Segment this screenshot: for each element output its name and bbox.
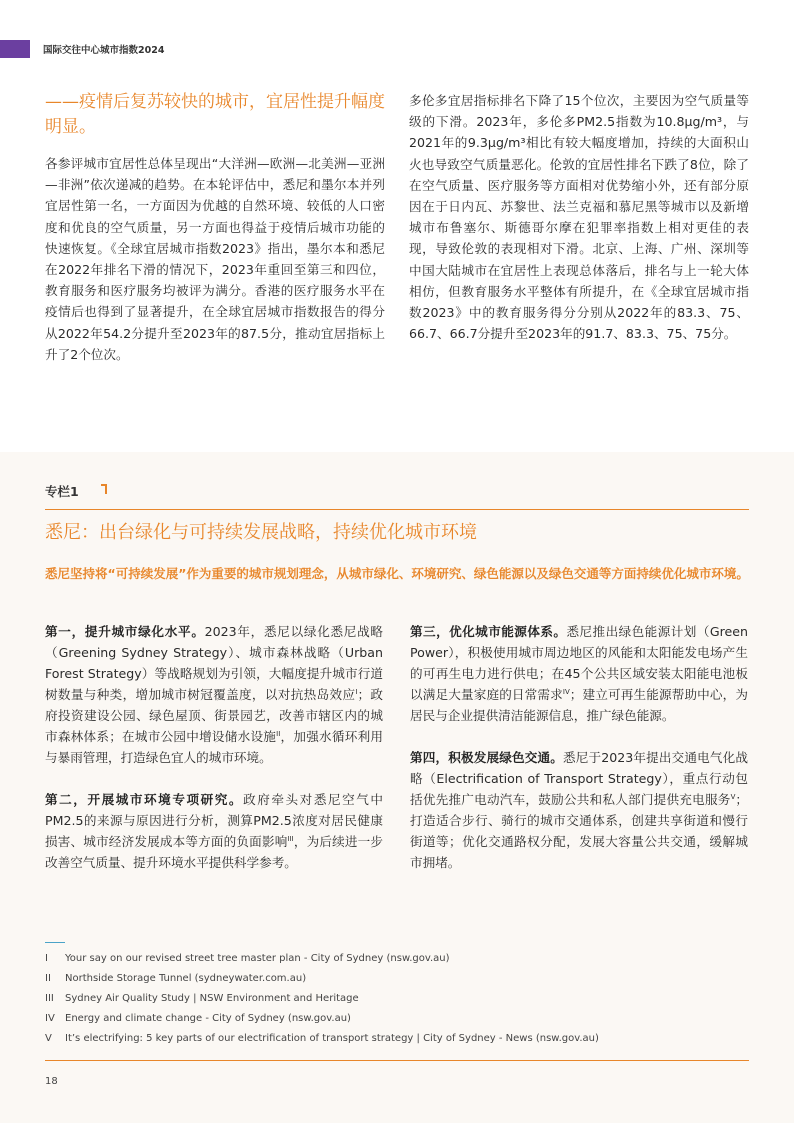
- footnote-2[interactable]: II Northside Storage Tunnel (sydneywater.com.au): [45, 973, 307, 984]
- box-paragraph-2: 第二，开展城市环境专项研究。政府牵头对悉尼空气中PM2.5的来源与原因进行分析，测算PM2.5浓度对居民健康损害、城市经济发展成本等方面的负面影响$^{III}$，为后续进一步改善空气质量、提升环境水平提供科学参考。: [45, 792, 384, 870]
- right-body-paragraph: 多伦多宜居指标排名下降了15个位次，主要因为空气质量等级的下滑。2023年，多伦多PM2.5指数为10.8μg/m³，与2021年的9.3μg/m³相比有较大幅度增加，持续的大面积山火也导致空气质量恶化。伦敦的宜居性排名下跌了8位，除了在空气质量、医疗服务等方面相对优势缩小外，还有部分原因在于日内瓦、苏黎世、法兰克福和慕尼黑等城市以及新增城市布鲁塞尔、斯德哥尔摩在犯罪率指数上相对更佳的表现，导致伦敦的表现相对下滑。北京、上海、广州、深圳等中国大陆城市在宜居性上表现总体落后，排名与上一轮大体相仿，但教育服务水平整体有所提升，在《全球宜居城市指数2023》中的教育服务得分分别从2022年的83.3、75、66.7、66.7分提升至2023年的91.7、83.3、75、75分。: [409, 93, 749, 342]
- header-accent-bar: [0, 40, 30, 58]
- p3-heading: 第三，优化城市能源体系。: [410, 624, 567, 639]
- running-header: 国际交往中心城市指数2024: [43, 45, 165, 56]
- footnote-rule: [45, 942, 65, 943]
- section-subheading: ——疫情后复苏较快的城市，宜居性提升幅度明显。: [45, 92, 385, 137]
- box-tag: 专栏1: [45, 484, 79, 499]
- footnote-ref[interactable]: IV: [562, 687, 570, 696]
- box-paragraph-4: 第四，积极发展绿色交通。悉尼于2023年提出交通电气化战略（Electrification of Transport Strategy），重点行动包括优先推广电动汽车，鼓励公共和私人部门提供充电服务$^V$；打造适合步行、骑行的城市交通体系，创建共享街道和慢行街道等；优化交通路权分配，发展大容量公共交通，缓解城市拥堵。: [410, 750, 748, 870]
- footnote-4[interactable]: IV Energy and climate change - City of Sydney (nsw.gov.au): [45, 1013, 351, 1024]
- footnote-ref[interactable]: III: [287, 834, 294, 843]
- right-column: [409, 90, 749, 344]
- tag-corner-mark: [101, 484, 107, 494]
- box-title: 悉尼：出台绿化与可持续发展战略，持续优化城市环境: [45, 522, 477, 543]
- p4-heading: 第四，积极发展绿色交通。: [410, 750, 563, 765]
- p2-heading: 第二，开展城市环境专项研究。: [45, 792, 244, 807]
- box-paragraph-1: 第一，提升城市绿化水平。2023年，悉尼以绿化悉尼战略（Greening Sydney Strategy）、城市森林战略（Urban Forest Strategy）等战略规划为引领，大幅度提升城市行道树数量与种类，增加城市树冠覆盖度，以对抗热岛效应$^I$；政府投资建设公园、绿色屋顶、街景园艺，改善市辖区内的城市森林体系；在城市公园中增设储水设施$^{II}$，加强水循环利用与暴雨管理，打造绿色宜人的城市环境。: [45, 624, 384, 765]
- p1-heading: 第一，提升城市绿化水平。: [45, 624, 205, 639]
- box-left-column: [45, 621, 383, 894]
- left-column: [45, 153, 385, 365]
- page-number: 18: [45, 1076, 58, 1087]
- box-lead: 悉尼坚持将“可持续发展”作为重要的城市规划理念，从城市绿化、环境研究、绿色能源以及绿色交通等方面持续优化城市环境。: [45, 566, 749, 581]
- footnote-3[interactable]: III Sydney Air Quality Study | NSW Environment and Heritage: [45, 993, 359, 1004]
- bottom-rule: [45, 1060, 749, 1061]
- footnote-1[interactable]: I Your say on our revised street tree master plan - City of Sydney (nsw.gov.au): [45, 953, 450, 964]
- footnote-5[interactable]: V It’s electrifying: 5 key parts of our electrification of transport strategy | City of Sydney - News (nsw.gov.au): [45, 1033, 599, 1044]
- footnote-ref[interactable]: II: [276, 729, 281, 738]
- box-right-column: [410, 621, 748, 894]
- box-divider: [45, 509, 749, 510]
- footnote-ref[interactable]: V: [730, 792, 736, 801]
- left-body-paragraph: 各参评城市宜居性总体呈现出“大洋洲—欧洲—北美洲—亚洲—非洲”依次递减的趋势。在本轮评估中，悉尼和墨尔本并列宜居性第一名，一方面因为优越的自然环境、较低的人口密度和优良的空气质量，另一方面也得益于疫情后城市功能的快速恢复。《全球宜居城市指数2023》指出，墨尔本和悉尼在2022年排名下滑的情况下，2023年重回至第三和四位，教育服务和医疗服务均被评为满分。香港的医疗服务水平在疫情后也得到了显著提升，在全球宜居城市指数报告的得分从2022年54.2分提升至2023年的87.5分，推动宜居指标上升了2个位次。: [45, 156, 385, 362]
- box-paragraph-3: 第三，优化城市能源体系。悉尼推出绿色能源计划（Green Power），积极使用城市周边地区的风能和太阳能发电场产生的可再生电力进行供电；在45个公共区域安装太阳能电池板以满足大量家庭的日常需求$^{IV}$；建立可再生能源帮助中心，为居民与企业提供清洁能源信息，推广绿色能源。: [410, 624, 749, 723]
- footnote-ref[interactable]: I: [355, 687, 358, 696]
